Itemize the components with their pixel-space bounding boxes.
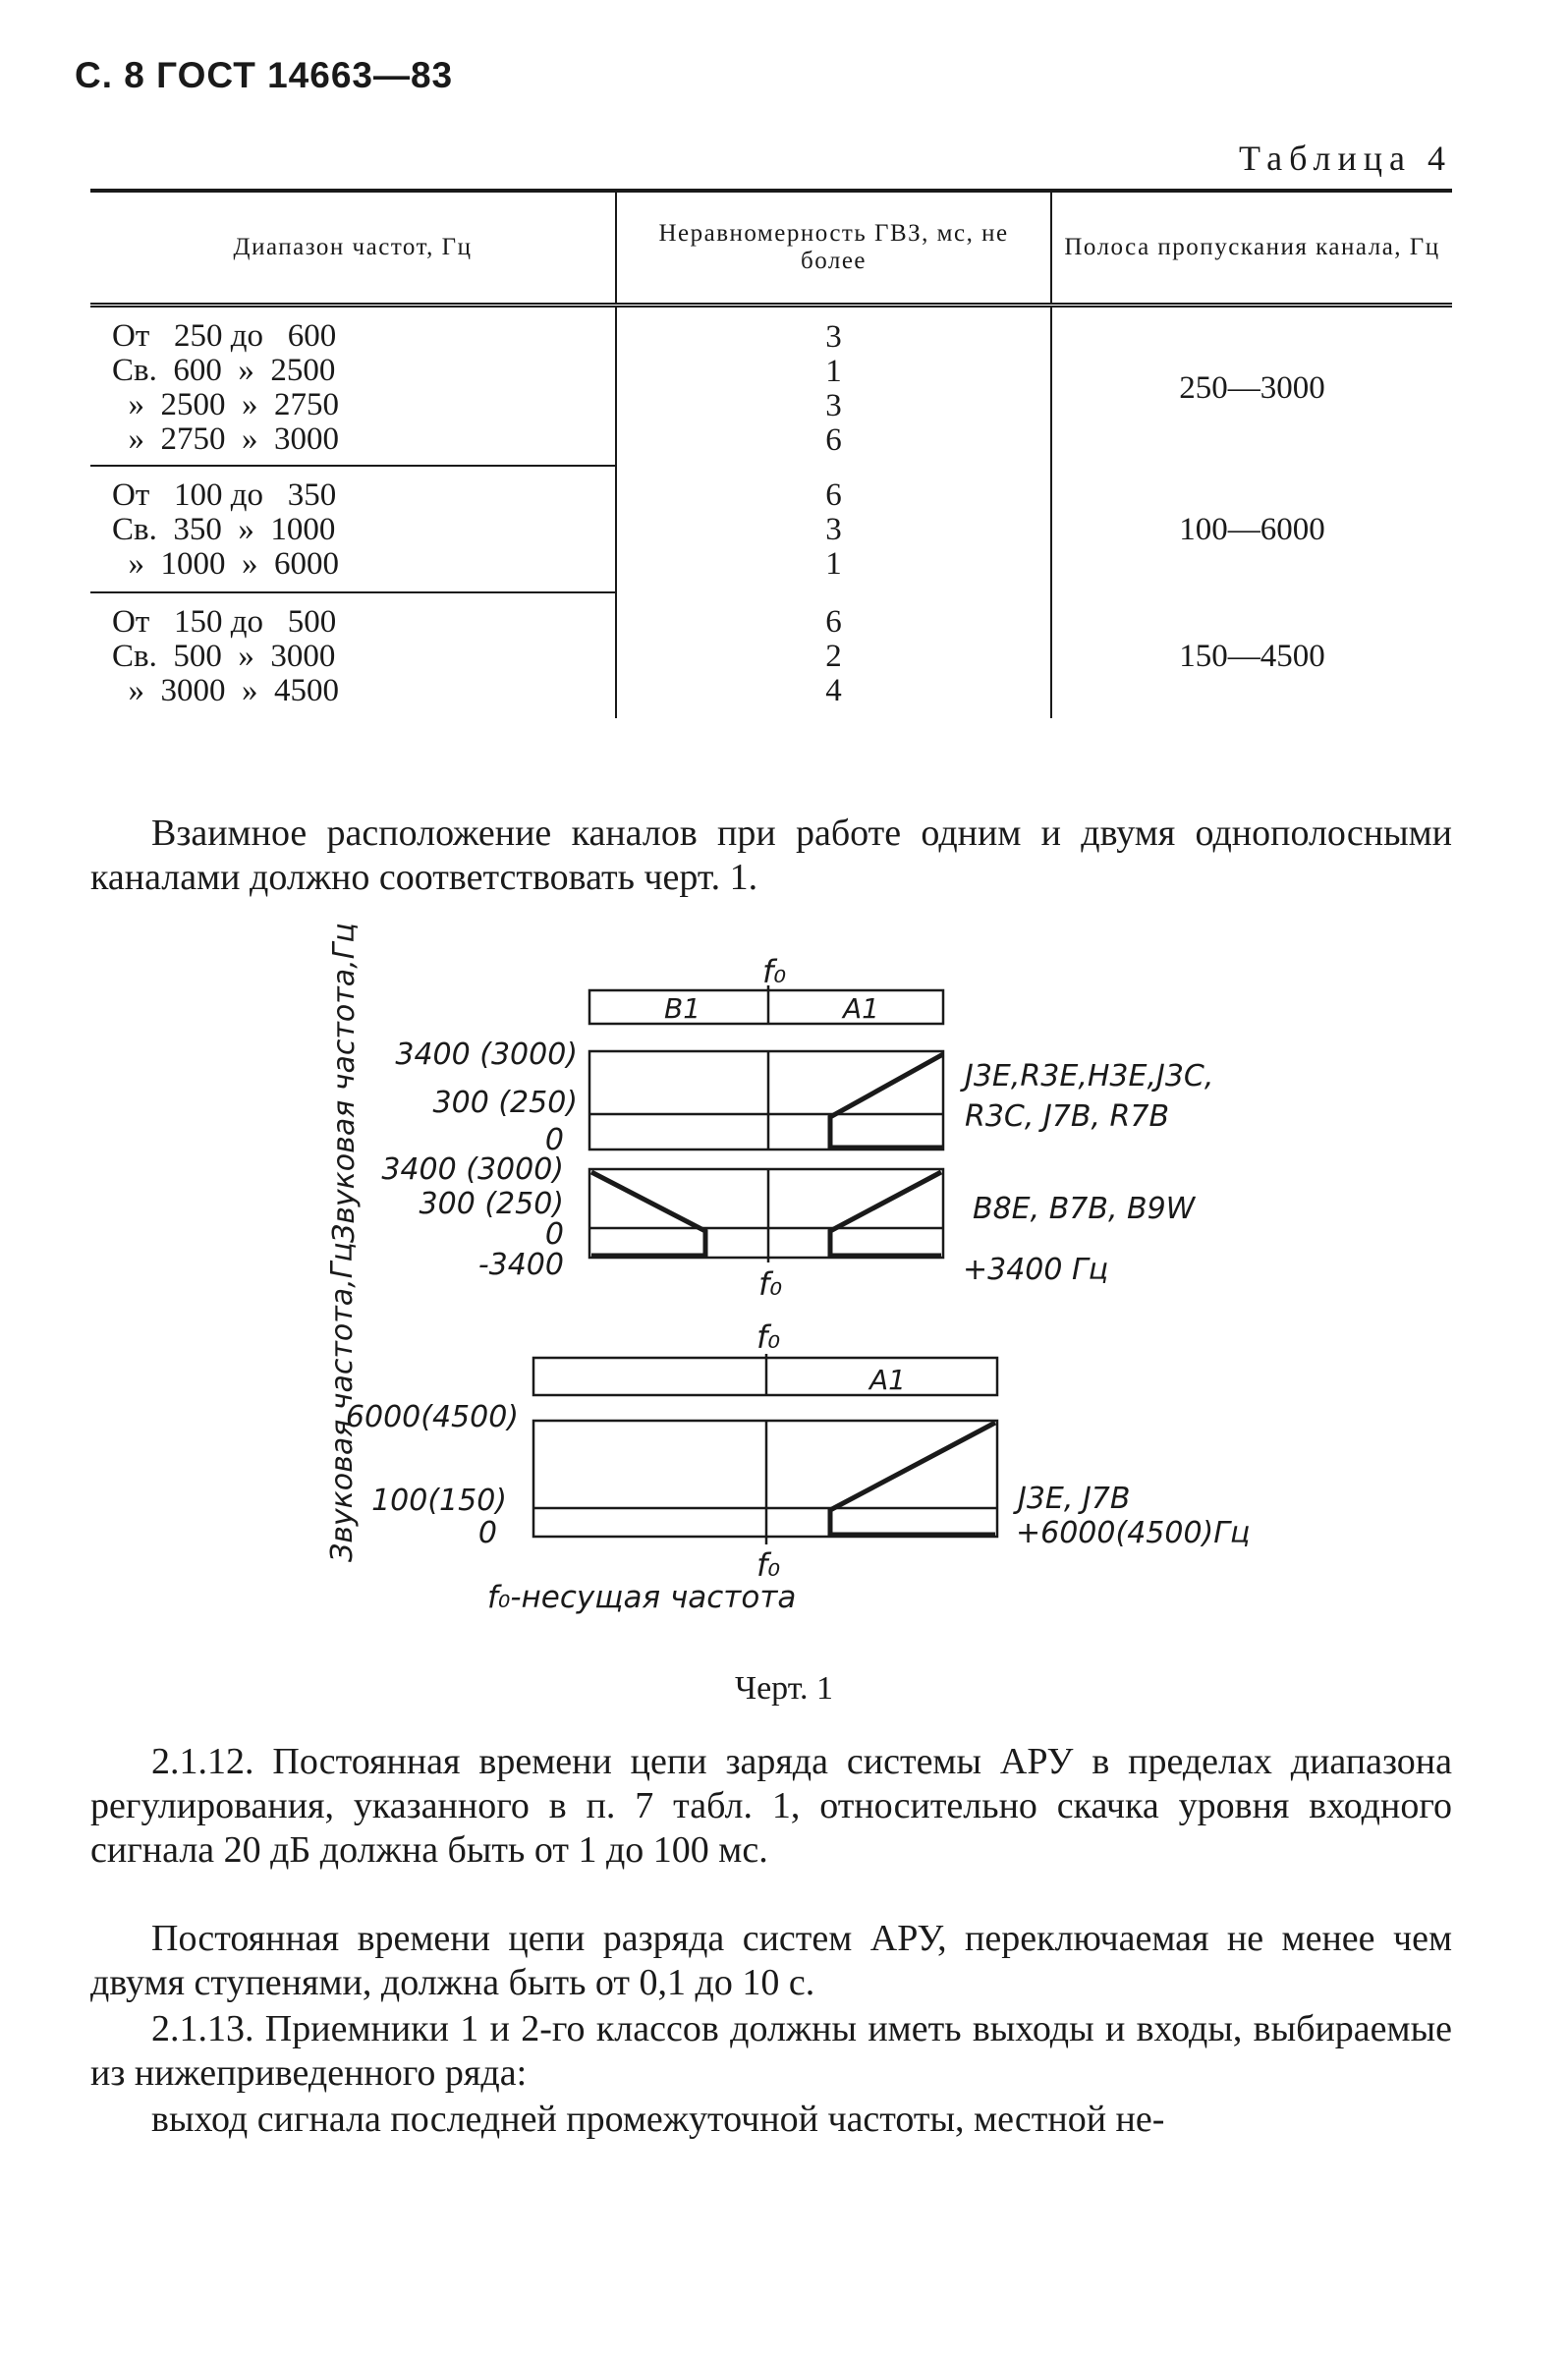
range-line: Св. 600 » 2500 [112,353,336,388]
range-line: » 2750 » 3000 [112,421,339,457]
panel-3-modes: J3E, J7B [1018,1482,1131,1516]
panel-3-band-a1-label: A1 [869,1364,906,1396]
value: 2 [825,638,842,674]
panel-1-y-300: 300 (250) [432,1086,578,1120]
value: 6 [825,603,842,640]
range-line: От 100 до 350 [112,477,337,513]
panel-3-y-0: 0 [477,1516,497,1550]
figure-caption: Черт. 1 [734,1670,834,1707]
intro-paragraph: Взаимное расположение каналов при работе одним и двумя однополосными каналами должно соответствовать черт. 1. [90,813,1452,898]
paragraph-2-1-12: 2.1.12. Постоянная времени цепи заряда системы АРУ в пределах диапазона регулирования, указанного в п. 7 табл. 1, относительно скачка уровня входного сигнала 20 дБ должна быть от 1 до 100 мс. [90,1741,1452,1871]
range-line: » 3000 » 4500 [112,673,339,708]
range-line: » 2500 » 2750 [112,387,339,422]
carrier-label-top-2: f₀ [756,1318,781,1356]
range-line: Св. 500 » 3000 [112,639,336,674]
range-line: » 1000 » 6000 [112,546,339,582]
value: 6 [825,477,842,513]
page-header: С. 8 ГОСТ 14663—83 [75,55,454,95]
range-line: От 250 до 600 [112,318,337,354]
panel-3-y-6000: 6000(4500) [345,1400,519,1434]
band-bar-top [589,990,943,1024]
carrier-label-mid: f₀ [758,1265,783,1303]
value: 1 [825,546,842,582]
panel-1-frame [589,1051,943,1149]
panel-2-upper-sideband [830,1172,941,1258]
y-axis-label-2: Звуковая частота,Гц [325,1242,360,1562]
range-line: От 150 до 500 [112,604,337,640]
header-gvz-nonuniformity: Неравномерность ГВЗ, мс, не более [616,191,1051,306]
panel-2-modes: B8E, B7B, B9W [973,1192,1196,1226]
value: 1 [825,353,842,389]
y-axis-label-1: Звуковая частота,Гц [327,923,362,1243]
value: 6 [825,421,842,458]
band-a1-label: A1 [843,992,879,1025]
panel-1-sideband [830,1054,943,1149]
panel-2-lower-sideband [591,1172,705,1258]
panel-2-limit: +3400 Гц [963,1253,1109,1287]
header-passband: Полоса пропускания канала, Гц [1051,191,1452,306]
header-frequency-range: Диапазон частот, Гц [90,191,616,306]
band-cell: 250—3000 [1051,306,1452,467]
value: 3 [825,387,842,423]
panel-3-sideband [830,1423,995,1537]
range-line: Св. 350 » 1000 [112,512,336,547]
band-cell: 150—4500 [1051,592,1452,718]
panel-3-y-100: 100(150) [371,1484,507,1518]
panel-2-y-3400: 3400 (3000) [381,1152,564,1187]
value: 3 [825,512,842,547]
paragraph-2-1-13: 2.1.13. Приемники 1 и 2-го классов должны иметь выходы и входы, выбираемые из нижеприведенного ряда: [90,2008,1452,2094]
panel-1-modes-line-2: R3C, J7B, R7B [965,1099,1170,1134]
value: 4 [825,672,842,708]
carrier-label-top: f₀ [762,953,787,990]
paragraph-outputs: выход сигнала последней промежуточной частоты, местной не- [151,2099,1165,2140]
band-cell: 100—6000 [1051,466,1452,592]
panel-1-modes-line-1: J3E,R3E,H3E,J3C, [965,1059,1214,1093]
carrier-label-bottom: f₀ [756,1546,781,1584]
panel-1-y-3400: 3400 (3000) [395,1037,578,1072]
panel-2-y-300: 300 (250) [419,1187,564,1221]
panel-2-y-0: 0 [544,1217,564,1252]
table-caption: Таблица 4 [1239,139,1452,178]
band-b1-label: B1 [664,992,701,1025]
paragraph-aru-discharge: Постоянная времени цепи разряда систем АРУ, переключаемая не менее чем двумя ступенями, должна быть от 0,1 до 10 с. [90,1918,1452,2003]
panel-1-y-0: 0 [544,1123,564,1157]
figure-legend: f₀-несущая частота [487,1580,797,1615]
panel-3-limit: +6000(4500)Гц [1016,1516,1251,1550]
panel-2-frame [589,1169,943,1258]
panel-2-y-minus-3400: -3400 [477,1248,564,1282]
value: 3 [825,318,842,355]
